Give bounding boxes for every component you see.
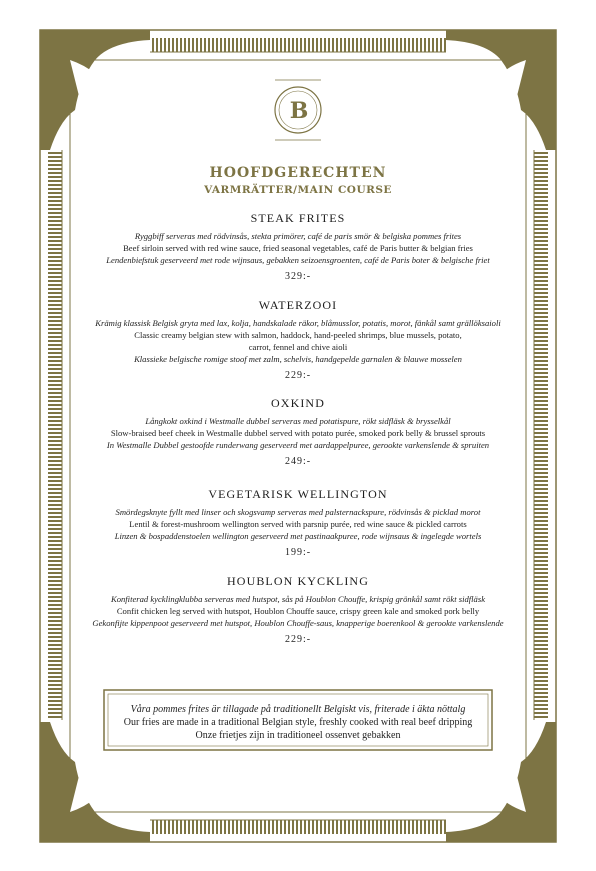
logo-letter: B	[289, 98, 309, 124]
dish-description-swedish: Långkokt oxkind i Westmalle dubbel serveras med potatispure, rökt sidfläsk & brysselkål	[145, 416, 451, 426]
dish-description-dutch: Klassieke belgische romige stoof met zalm, schelvis, handgepelde garnalen & blauwe mosselen	[134, 354, 462, 364]
dish-price: 249:-	[284, 456, 312, 467]
dish-name: WATERZOOI	[258, 298, 338, 312]
dish-waterzooi	[80, 298, 516, 381]
section-title: HOOFDGERECHTEN	[209, 165, 387, 181]
dish-price: 229:-	[284, 370, 312, 381]
dish-price: 199:-	[284, 547, 312, 558]
dish-description-english-cont: carrot, fennel and chive aioli	[248, 342, 348, 352]
dish-description-swedish: Ryggbiff serveras med rödvinsås, stekta primörer, café de paris smör & belgiska pommes frites	[134, 231, 462, 241]
dish-name: HOUBLON KYCKLING	[227, 574, 369, 588]
dish-name: OXKIND	[271, 396, 325, 410]
fries-note-swedish: Våra pommes frites är tillagade på traditionellt Belgiskt vis, friterade i äkta nöttalg	[130, 704, 466, 715]
dish-price: 329:-	[284, 271, 312, 282]
dish-description-swedish: Krämig klassisk Belgisk gryta med lax, kolja, handskalade räkor, blåmusslor, potatis, morot, fänkål samt grällöksaioli	[95, 318, 501, 328]
fries-note	[112, 703, 484, 742]
dish-description-dutch: Lendenbiefstuk geserveerd met rode wijnsaus, gebakken seizoensgroenten, café de Paris boter & belgische friet	[106, 255, 490, 265]
dish-description-english: Confit chicken leg served with hutspot, Houblon Chouffe sauce, crispy green kale and smoked pork belly	[116, 606, 480, 616]
dish-description-english: Lentil & forest-mushroom wellington served with parsnip purée, red wine sauce & pickled carrots	[129, 519, 467, 529]
dish-houblon-kyckling	[80, 574, 516, 645]
dish-name: STEAK FRITES	[250, 211, 346, 225]
section-subtitle: VARMRÄTTER/MAIN COURSE	[204, 184, 392, 196]
dish-description-english: Beef sirloin served with red wine sauce, fried seasonal vegetables, café de Paris butter & belgian fries	[123, 243, 473, 253]
fries-note-dutch: Onze frietjes zijn in traditioneel ossenvet gebakken	[195, 730, 401, 741]
dish-oxkind	[80, 396, 516, 467]
fries-note-english: Our fries are made in a traditional Belgian style, freshly cooked with real beef dripping	[123, 717, 473, 728]
dish-price: 229:-	[284, 634, 312, 645]
dish-description-dutch: Linzen & bospaddenstoelen wellington geserveerd met pastinaakpuree, rode wijnsaus & ingelegde wortels	[114, 531, 482, 541]
dish-description-dutch: In Westmalle Dubbel gestoofde runderwang geserveerd met aardappelpuree, gerookte varkenslende & spruiten	[106, 440, 490, 450]
dish-vegetarisk-wellington	[80, 487, 516, 558]
dish-description-english: Slow-braised beef cheek in Westmalle dubbel served with potato purée, smoked pork belly & brussel sprouts	[110, 428, 486, 438]
dish-steak-frites	[80, 211, 516, 282]
dish-description-swedish: Smördegsknyte fyllt med linser och skogsvamp serveras med palsternackspure, rödvinsås & picklad morot	[115, 507, 481, 517]
dish-description-dutch: Gekonfijte kippenpoot geserveerd met hutspot, Houblon Chouffe-saus, knapperige boerenkool & gerookte varkenslende	[92, 618, 504, 628]
dish-description-swedish: Konfiterad kycklingklubba serveras med hutspot, sås på Houblon Chouffe, krispig grönkål samt rökt sidfläsk	[110, 594, 486, 604]
dish-description-english: Classic creamy belgian stew with salmon, haddock, hand-peeled shrimps, blue mussels, potato,	[134, 330, 462, 340]
dish-name: VEGETARISK WELLINGTON	[208, 487, 388, 501]
